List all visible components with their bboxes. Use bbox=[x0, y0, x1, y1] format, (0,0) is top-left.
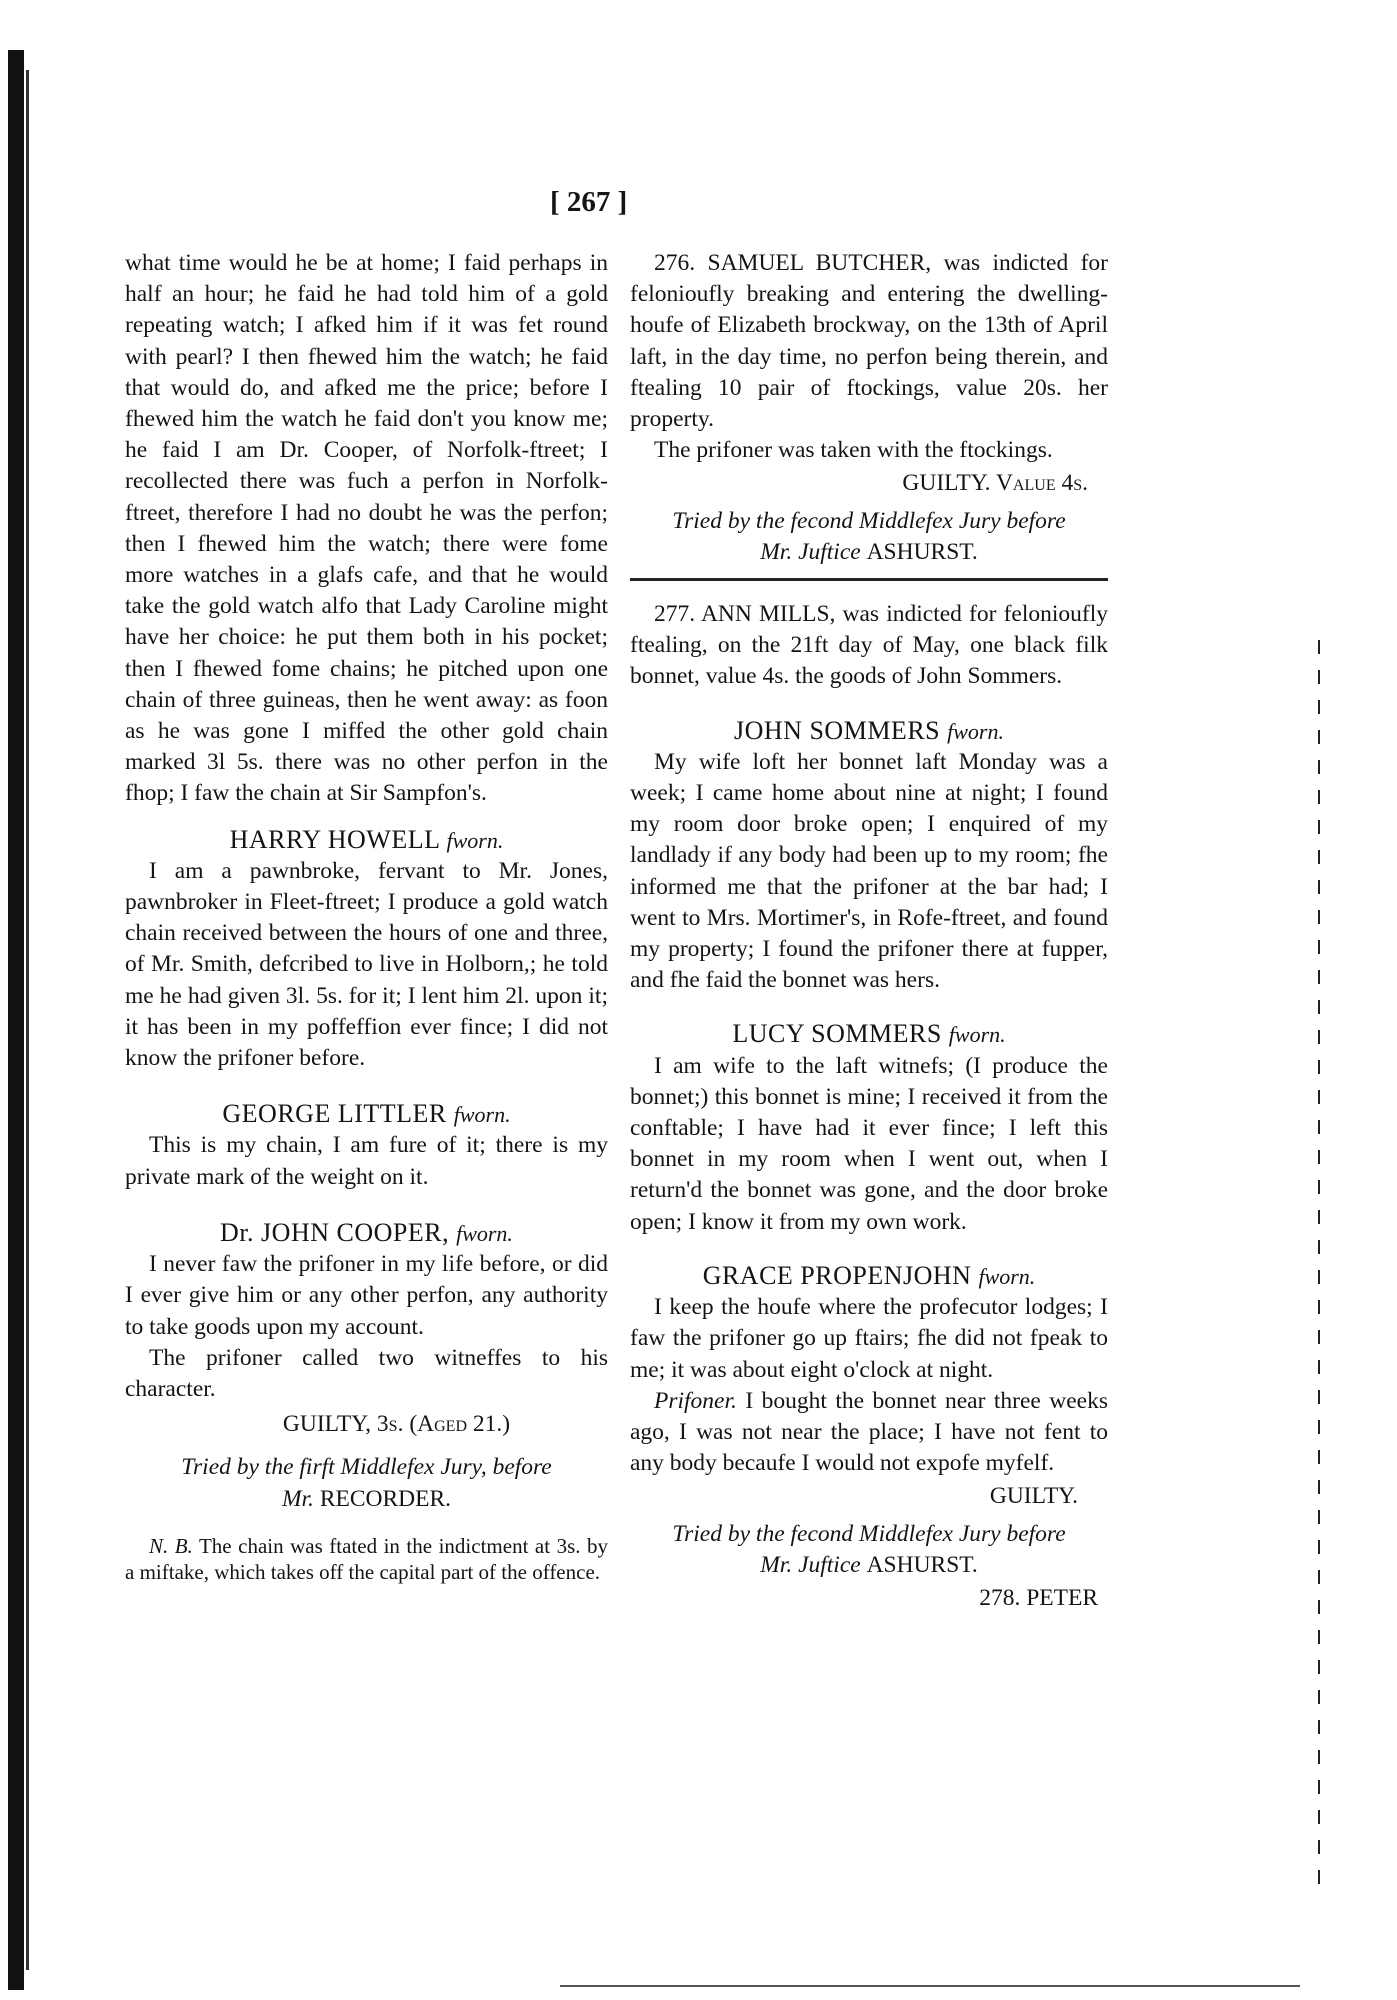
verdict-277: GUILTY. bbox=[989, 1483, 1078, 1510]
case-divider bbox=[630, 578, 1108, 581]
page-edge-marks bbox=[1318, 640, 1320, 1900]
witnesses-note: The prifoner called two witneffes to his character. bbox=[125, 1344, 608, 1402]
sworn-label: fworn. bbox=[446, 827, 504, 853]
catchword: 278. PETER bbox=[979, 1584, 1098, 1611]
sworn-label: fworn. bbox=[948, 1022, 1006, 1048]
verdict-276: GUILTY. Value 4s. bbox=[902, 470, 1088, 497]
witness-heading-john-sommers bbox=[630, 715, 1108, 747]
page-number: [ 267 ] bbox=[550, 186, 628, 218]
tried-judge: ASHURST. bbox=[866, 538, 978, 565]
witness-name: GEORGE LITTLER bbox=[222, 1099, 447, 1129]
continuation-paragraph: what time would he be at home; I faid perhaps in half an hour; he faid he had told him of a gold repeating watch; I afked him if it was fet round with pearl? I then fhewed him the watch; he faid that would do, and afked me the price; before I fhewed him the watch he faid don't you know me; he faid I am Dr. Cooper, of Norfolk-ftreet; I recollected there was fuch a perfon in Norfolk-ftreet, therefore I had no doubt he was the perfon; then I fhewed him the watch; there were fome more watches in a glafs cafe, and that he would take the gold watch alfo that Lady Caroline might have her choice: he put them both in his pocket; then I fhewed fome chains; he pitched upon one chain of three guineas, then he went away: as foon as he was gone I miffed the other gold chain marked 3l 5s. there was no other perfon in the fhop; I faw the chain at Sir Sampfon's. bbox=[125, 250, 608, 807]
verdict: GUILTY, 3s. (Aged 21.) bbox=[282, 1411, 511, 1438]
bottom-scan-line bbox=[560, 1985, 1300, 1987]
tried-line-2 bbox=[125, 1484, 608, 1515]
nb-text: The chain was ftated in the indictment at 3s. by a miftake, which takes off the capital part of the offence. bbox=[125, 1533, 609, 1584]
tried-line-2 bbox=[630, 537, 1108, 568]
sworn-label: fworn. bbox=[453, 1102, 511, 1128]
binding-shadow bbox=[8, 50, 24, 1990]
sworn-label: fworn. bbox=[947, 718, 1004, 744]
tried-by bbox=[125, 1452, 608, 1514]
testimony-littler: This is my chain, I am fure of it; there is my private mark of the weight on it. bbox=[125, 1132, 608, 1190]
witness-name: LUCY SOMMERS bbox=[732, 1019, 942, 1049]
testimony-cooper: I never faw the prifoner in my life before, or did I ever give him or any other perfon, any authority to take goods upon my account. bbox=[125, 1251, 608, 1340]
witness-heading-propenjohn bbox=[630, 1260, 1108, 1292]
case-276: 276. SAMUEL BUTCHER, was indicted for felonioufly breaking and entering the dwelling-houfe of Elizabeth brockway, on the 13th of April laft, in the day time, no perfon being therein, and ftealing 10 pair of ftockings, value 20s. her property. bbox=[630, 250, 1108, 433]
witness-heading-howell bbox=[125, 824, 608, 856]
witness-heading-cooper bbox=[125, 1217, 608, 1249]
prisoner-text: I bought the bonnet near three weeks ago, I was not near the place; I have not fent to any body becaufe I would not expofe myfelf. bbox=[630, 1387, 1109, 1477]
sworn-label: fworn. bbox=[456, 1220, 513, 1246]
witness-heading-littler bbox=[125, 1098, 608, 1130]
witness-heading-lucy-sommers bbox=[630, 1018, 1108, 1050]
witness-name: GRACE PROPENJOHN bbox=[702, 1260, 972, 1290]
tried-mr: Mr. Juftice bbox=[760, 1551, 861, 1578]
left-column bbox=[125, 248, 608, 1585]
tried-line-1: Tried by the fecond Middlefex Jury before bbox=[672, 1520, 1066, 1547]
binding-edge-line bbox=[26, 70, 29, 1970]
tried-mr: Mr. bbox=[281, 1485, 314, 1512]
right-column bbox=[630, 248, 1108, 1614]
nb-note bbox=[125, 1533, 608, 1585]
witness-name: JOHN SOMMERS bbox=[734, 715, 941, 745]
case-276-note: The prifoner was taken with the ftockings. bbox=[654, 437, 1053, 464]
tried-line-2 bbox=[630, 1550, 1108, 1581]
tried-judge: ASHURST. bbox=[866, 1551, 978, 1578]
testimony-john-sommers: My wife loft her bonnet laft Monday was a week; I came home about nine at night; I found my room door broke open; I enquired of my landlady if any body had been up to my room; fhe informed me that the prifoner at the bar had; I went to Mrs. Mortimer's, in Rofe-ftreet, and found my property; I found the prifoner there at fupper, and fhe faid the bonnet was hers. bbox=[630, 748, 1108, 994]
testimony-propenjohn: I keep the houfe where the profecutor lodges; I faw the prifoner go up ftairs; fhe did not fpeak to me; it was about eight o'clock at night. bbox=[630, 1294, 1108, 1383]
tried-by-277 bbox=[630, 1519, 1108, 1581]
tried-by-276 bbox=[630, 506, 1108, 568]
tried-line-1: Tried by the fecond Middlefex Jury before bbox=[672, 507, 1066, 534]
testimony-howell: I am a pawnbroke, fervant to Mr. Jones, pawnbroker in Fleet-ftreet; I produce a gold watch chain received between the hours of one and three, of Mr. Smith, defcribed to live in Holborn,; he told me he had given 3l. 5s. for it; I lent him 2l. upon it; it has been in my poffeffion ever fince; I did not know the prifoner before. bbox=[125, 857, 608, 1072]
witness-name: Dr. JOHN COOPER, bbox=[220, 1217, 450, 1247]
sworn-label: fworn. bbox=[978, 1263, 1036, 1289]
nb-label: N. B. bbox=[149, 1533, 193, 1558]
testimony-lucy-sommers: I am wife to the laft witnefs; (I produce the bonnet;) this bonnet is mine; I received it from the conftable; I have had it ever fince; I left this bonnet in my room when I went out, when I return'd the bonnet was gone, and the door broke open; I know it from my own work. bbox=[630, 1052, 1108, 1235]
prisoner-label: Prifoner. bbox=[654, 1387, 737, 1414]
tried-line-1: Tried by the firft Middlefex Jury, before bbox=[181, 1454, 552, 1481]
prisoner-statement bbox=[630, 1386, 1108, 1480]
tried-judge: RECORDER. bbox=[319, 1485, 452, 1512]
tried-mr: Mr. Juftice bbox=[760, 538, 861, 565]
witness-name: HARRY HOWELL bbox=[229, 824, 440, 854]
case-277: 277. ANN MILLS, was indicted for felonioufly ftealing, on the 21ft day of May, one black filk bonnet, value 4s. the goods of John Sommers. bbox=[630, 601, 1108, 690]
